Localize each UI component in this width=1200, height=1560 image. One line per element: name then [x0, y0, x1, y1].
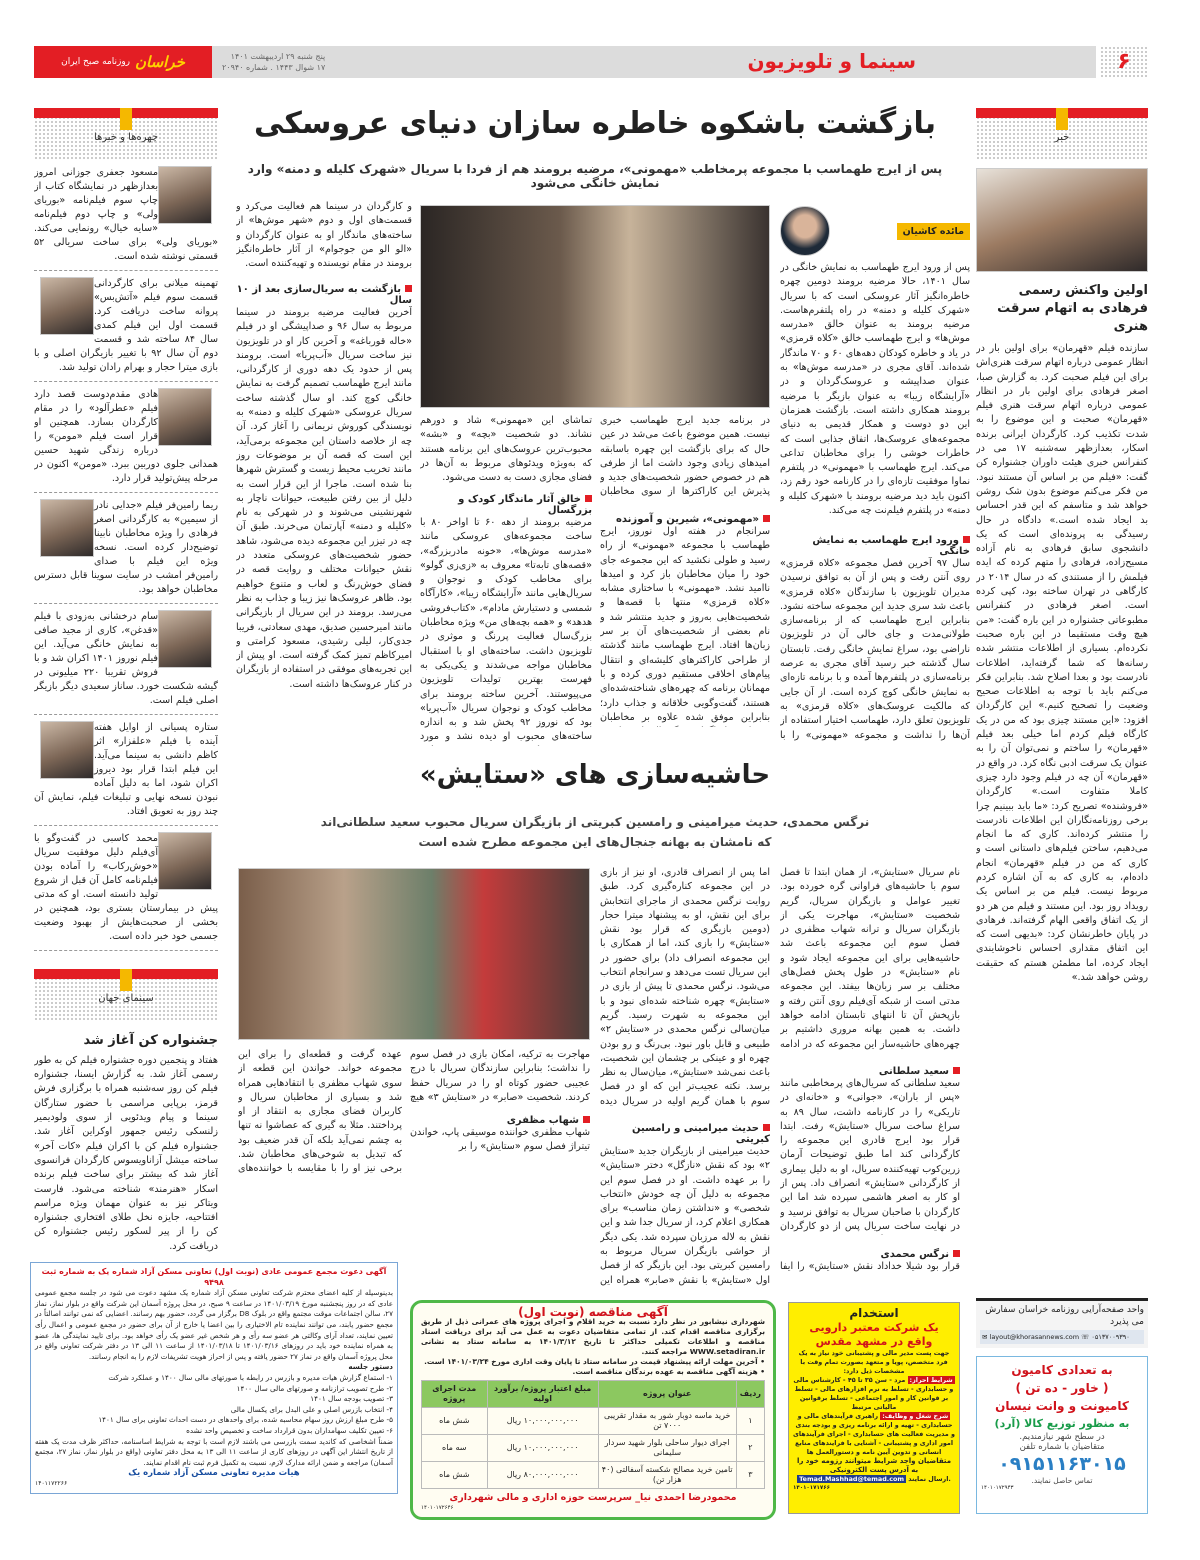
second-column-3: [410, 1048, 590, 1168]
section-box-faces: [34, 108, 218, 160]
article-text: تماشای این «مهمونی» شاد و دورهم نشاند. دو شخصیت «بچه» و «بشه» محبوب‌ترین عروسک‌های این برنامه هستند که به‌ویژه ویدئوهای مربوط به آن‌ها در فضای مجازی دست به دست می‌شود.: [420, 415, 592, 484]
article-text: حدیث میرامینی از بازیگران جدید «ستایش ۲» بود که نقش «نازگل» دختر «ستایش» را بر عهده داشت. او در فصل سوم این مجموعه به دلیل آن چه خودش «انتخاب شخصی» و «نداشتن زمان مناسب» برای همکاری اعلام کرد، از سریال جدا شد و این نقش به لاله مرزبان سپرده شد. یکی دیگر از حواشی بازیگران سریال مربوط به رامسین کبریتی بود. این بازیگر که از فصل اول «ستایش» با نقش «صابر» همراه این: [600, 1146, 770, 1286]
agenda-item: ۶- تعیین تکلیف سهامداران بدون قرارداد ساخت و تخصیص واحد نشده: [186, 1425, 393, 1435]
date-line: پنج شنبه ۲۹ اردیبهشت ۱۴۰۱: [230, 52, 326, 61]
table-header: ردیف: [736, 1381, 764, 1408]
left-sidebar: [34, 108, 218, 1254]
agenda-item: ۴- انتخاب بازرس اصلی و علی البدل برای یکسال مالی: [230, 1404, 393, 1414]
issue-date: [222, 51, 325, 73]
article-text: و کارگردان در سینما هم فعالیت می‌کرد و قسمت‌های اول و دوم «شهر موش‌ها» از ساخته‌های ماندگار او به عنوان کارگردان و «الو الو من جوجوام» از آثار خاطره‌انگیز برومند در مقام نویسنده و تهیه‌کننده است.: [236, 201, 412, 270]
table-row: [422, 1462, 765, 1489]
page-number: ۶: [1117, 49, 1131, 74]
second-headline: حاشیه‌سازی های «ستایش»: [419, 760, 771, 790]
subheading: شهاب مظفری: [410, 1115, 590, 1126]
subheading: نرگس محمدی: [780, 1249, 960, 1260]
sidebar-news-item: [34, 604, 218, 715]
ad-closing: ارسال نمایند.: [908, 1475, 951, 1483]
table-cell: تامین خرید مصالح شکسته آسفالتی (۴۰ هزار تن): [598, 1462, 736, 1489]
bullet: آخرین مهلت ارائه پیشنهاد قیمت در سامانه ستاد تا پایان وقت اداری مورخ ۱۴۰۱/۰۳/۲۴ است.: [424, 1357, 758, 1366]
agenda-item: ۳- تصویب بودجه سال ۱۴۰۱: [310, 1394, 393, 1404]
table-cell: سه ماه: [422, 1435, 488, 1462]
tender-bullets: • آخرین مهلت ارائه پیشنهاد قیمت در سامانه ستاد تا پایان وقت اداری مورخ ۱۴۰۱/۰۳/۲۴ است. • هزینه آگهی مناقصه به عهده برندگان مناقصه است.: [424, 1357, 765, 1376]
page-number-box: [1100, 46, 1148, 78]
lead-line: نرگس محمدی، حدیث میرامینی و رامسین کبریتی از بازیگران سریال محبوب سعید سلطانی‌اند: [320, 815, 870, 829]
ad-line: ( خاور - ده تن ): [1015, 1381, 1109, 1395]
ad-body: شهرداری نیشابور در نظر دارد نسبت به خرید اقلام و اجرای پروژه های عمرانی ذیل از طریق برگزاری مناقصه اقدام کند. از تمامی متقاضیان دعوت به عمل می آید برای دریافت اسناد مناقصه و اطلاعات تکمیلی حداکثر تا تاریخ ۱۴۰۱/۳/۱۲ به سامانه ستاد به نشانی WWW.setadiran.ir مراجعه کنند.: [421, 1317, 765, 1356]
ad-code: ۱۴۰۱۰۱۷۲۹۴۳: [981, 1485, 1014, 1491]
ad-closing: متقاضیان واجد شرایط میتوانند رزومه خود را به آدرس پست الکترونیکی: [796, 1457, 952, 1474]
article-text: سال ۹۷ آخرین فصل مجموعه «کلاه قرمزی» روی آنتن رفت و پس از آن به توافق نرسیدن مدیران تلویزیون با سازندگان «کلاه قرمزی» باعث شد سری جدید این مجموعه ساخته نشود. بنابراین ایرج طهماسب که از برنامه‌سازی طولانی‌مدت و جای خالی آن در تلویزیون ناراضی بود، سراغ نمایش خانگی رفت. تابستان سال گذشته خبر رسید آقای مجری به عرصه برنامه‌سازی در پلتفرم‌ها آمده و با برنامه تازه‌ای به نمایش خانگی کوچ کرده است. از آن جایی که مالکیت عروسک‌های «کلاه قرمزی» به تلویزیون تعلق دارد، طهماسب اختیار استفاده از آن‌ها را نداشت و مجموعه «مهمونی» را با: [780, 558, 970, 741]
article-text: سرانجام در هفته اول نوروز، ایرج طهماسب با مجموعه «مهمونی» از راه رسید و طولی نکشید که این مجموعه جای خود را میان مخاطبان باز کرد و امیدها ناامید نشد. «مهمونی» با ساختاری مشابه «کلاه قرمزی» منتها با قصه‌ها و شخصیت‌هایی به‌روز و جدید منتشر شد و نام بعضی از شخصیت‌های آن بر سر زبان‌ها افتاد. ایرج طهماسب مانند گذشته از طراحی کاراکترهای کلیشه‌ای و انتقال پیام‌های اخلاقی مستقیم دوری کرده و با مهمانان برنامه که چهره‌های شناخته‌شده‌ای هستند، گفت‌وگویی خلاقانه و جذاب دارد؛ بنابراین موفق شده علاوه بر مخاطبان: [600, 526, 770, 723]
ad-signature: هیات مدیره تعاونی مسکن آزاد شماره یک: [128, 1468, 300, 1479]
article-text: آخرین فعالیت مرضیه برومند در سینما مربوط به سال ۹۶ و صداپیشگی او در فیلم «خاله قورباغه» و آخرین کار او در تلویزیون نیز ساخت سریال «آب‌پریا» است. برومند پس از حدود یک دهه دوری از کارگردانی، مانند ایرج طهماسب تصمیم گرفت به نمایش خانگی کوچ کند. او سال گذشته ساخت سریال عروسکی «شهرک کلیله و دمنه» به نویسندگی کوروش نریمانی را آغاز کرد. آن چه از خلاصه داستان این مجموعه برمی‌آید، این است که قصه آن بر موضوعات روز مانند تخریب محیط زیست و گسترش شهرها بنا شده است. ماجرا از این قرار است به دلیل از بین رفتن طبیعت، حیوانات ناچار به شهرنشینی می‌شوند و در شهرکی به نام «کلیله و دمنه» آپارتمان می‌خرند. طبق آن چه در تیزر این مجموعه دیده می‌شود، شاهد حضور شخصیت‌های عروسکی متعدد در نقش حیوانات مختلف و روایت قصه در فضای خوش‌رنگ و لعاب و متنوع خواهیم بود. ظاهر عروسک‌ها نیز زیبا و جذاب به نظر می‌رسد. برومند در این سریال از بازیگرانی مانند امیرحسین صدیق، مهدی سعادتی، فریبا جدی‌کار، لیلی رشیدی، مسعود کرامتی و امیرکاظم تمیز کمک گرفته است. او پیش از این تجربه‌های موفقی در استفاده از بازیگران در کنار عروسک‌ها داشته است.: [236, 307, 412, 690]
main-column-4: [236, 200, 412, 750]
sidebar-news-item: [34, 382, 218, 493]
agenda-item: ۱- استماع گزارش هیات مدیره و بازرس در رابطه با صورتهای مالی سال ۱۴۰۰ و عملکرد شرکت: [108, 1372, 393, 1382]
world-news-body: هفتاد و پنجمین دوره جشنواره فیلم کن به طور رسمی آغاز شد. به گزارش ایسنا، جشنواره فیلم کن روز سه‌شنبه همراه با برگزاری فرش قرمز، برپایی مراسمی با حضور ستارگان سینما و پیام ویدئویی از سوی ولودیمیر زلنسکی رئیس جمهور اوکراین آغاز شد. جشنواره فیلم کن با اکران فیلم «کات آخر» ساخته میشل آزاناویسوس کارگردان فرانسوی آغاز شد که بیشتر برای ساخت فیلم برنده اسکار «هنرمند» شناخته می‌شود. فارست ویتاکر نیز به عنوان مهمان ویژه مراسم افتتاحیه، جایزه نخل طلای افتخاری جشنواره کن را از پیر لسکور رئیس جشنواره کن دریافت کرد.: [34, 1054, 218, 1252]
subheading: ورود ایرج طهماسب به نمایش خانگی: [780, 535, 970, 557]
layout-ad: واحد صفحه‌آرایی روزنامه خراسان سفارش می پذیرد ✉ layout@khorasannews.com ☏ ۰۵۱۳۷۰۰۹۳۹۰: [976, 1298, 1148, 1348]
email-link[interactable]: layout@khorasannews.com: [989, 1333, 1080, 1341]
ad-line: در سطح شهر نیازمندیم.: [1019, 1432, 1105, 1442]
table-row: [422, 1435, 765, 1462]
world-news-title: جشنواره کن آغاز شد: [83, 1032, 218, 1048]
truck-ad: [976, 1356, 1148, 1514]
article-text: اما پس از انصراف قادری، او نیز از بازی در این مجموعه کناره‌گیری کرد. طبق روایت نرگس محمدی از ماجرای انتخابش برای این نقش، او به پیشنهاد میترا حجار (دومین بازیگری که قرار بود نقش «ستایش» را بازی کند، اما از همکاری با این مجموعه انصراف داد) برای حضور در این سریال تست می‌دهد و سرانجام انتخاب می‌شود. نرگس محمدی تا پیش از بازی در «ستایش» چهره شناخته شده‌ای نبود و با این مجموعه به شهرت رسید. گریم میان‌سالی نرگس محمدی در «ستایش ۲» طبیعی و قابل باور نبود. بی‌رنگ و رو بودن چهره او و عینکی بر چشمان این شخصیت، باعث نمی‌شد «ستایش»، میان‌سال به نظر برسد. نکته عجیب‌تر این که او در فصل سوم با همان گریم اولیه در سریال دیده: [600, 867, 770, 1107]
bullet: هزینه آگهی مناقصه به عهده برندگان مناقصه است.: [572, 1367, 758, 1376]
table-cell: خرید ماسه دوبار شور به مقدار تقریبی ۷۰۰۰ تن: [598, 1408, 736, 1435]
table-row: [422, 1408, 765, 1435]
second-photo: [238, 868, 590, 1040]
author-name: مائده کاشیان: [897, 223, 970, 240]
article-text: در برنامه جدید ایرج طهماسب خبری نیست. همین موضوع باعث می‌شد در عین حال که برای بازگشت این چهره باسابقه امیدهای زیادی وجود داشت اما از طرفی هم در خصوص حضور شخصیت‌های جدید و پذیرش این کاراکترها از سوی مخاطبان: [600, 415, 770, 498]
article-text: شهاب مظفری خواننده موسیقی پاپ، خواندن تیتراژ فصل سوم «ستایش» را بر: [410, 1127, 590, 1153]
subheading: حدیث میرامینی و رامسین کبریتی: [600, 1123, 770, 1145]
main-headline: بازگشت باشکوه خاطره سازان دنیای عروسکی: [254, 106, 936, 141]
sidebar-news-item: [34, 271, 218, 382]
person-photo: [40, 277, 94, 335]
news-title: اولین واکنش رسمی فرهادی به اتهام سرقت هنری: [997, 283, 1148, 334]
news-text: ستاره پسیانی از اوایل هفته آینده با فیلم «علفزار» اثر کاظم دانشی به سینما می‌آید. این فیلم ابتدا قرار بود دیروز اکران شود، اما به دلیل آماده نبودن نسخه نهایی و تبلیغات فیلم، نمایش آن چند روز به تعویق افتاد.: [34, 722, 218, 817]
news-text: محمد کاسبی در گفت‌وگو با آی‌فیلم دلیل موفقیت سریال «خوش‌رکاب» را آماده بودن فیلم‌نامه کامل آن قبل از شروع تولید دانسته است. او که مدتی پیش در بیمارستان بستری بود، همچنین در بخشی از صحبت‌هایش از بهبود وضعیت جسمی خود خبر داده است.: [34, 833, 218, 942]
news-text: تهمینه میلانی برای کارگردانی قسمت سوم فیلم «آتش‌بس» پروانه ساخت دریافت کرد. قسمت اول این فیلم کمدی سال ۸۴ ساخته شد و قسمت دوم آن سال ۹۲ با تغییر بازیگران اصلی و با بازی میترا حجار و بهرام رادان تولید شد.: [34, 278, 218, 373]
section-header-bar: [212, 46, 1096, 78]
ad-note: ضمناً اشخاصی که کاندید سمت بازرسی می باشند لازم است با توجه به شرایط اساسنامه، حداکثر ظرف مدت یک هفته از تاریخ انتشار این آگهی در روزهای کاری از ساعت ۱۱ الی ۱۳ به محل دفتر تعاونی (واقع در بلوار نماز، نماز ۲۷، مجتمع آسمان) مراجعه و ضمن ارائه مدارک لازم، نسبت به تکمیل فرم ثبت نام اقدام نمایند.: [35, 1436, 394, 1467]
sidebar-news-item: [34, 160, 218, 271]
duties: راهبری فرآیندهای مالی و حسابداری - تهیه و ارائه برنامه ریزی و بودجه بندی و مدیریت فعالیت های حسابداری - اجرای فرآیندهای امور اداری و پشتیبانی - آشنایی با فرایندهای منابع انسانی و تدوین آیین نامه و دستورالعمل ها: [793, 1412, 955, 1456]
table-cell: ۱۰,۰۰۰,۰۰۰,۰۰۰ ریال: [487, 1408, 598, 1435]
table-cell: ۱۰,۰۰۰,۰۰۰,۰۰۰ ریال: [487, 1435, 598, 1462]
person-photo: [158, 832, 212, 890]
ad-line: کامیونت و وانت نیسان: [995, 1399, 1129, 1413]
ad-line: به تعدادی کامیون: [1011, 1363, 1113, 1377]
news-text: ریما رامین‌فر فیلم «جدایی نادر از سیمین» به کارگردانی اصغر فرهادی را ویژه مخاطبان نابینا توضیح‌دار کرده است. نسخه ویژه این فیلم با صدای رامین‌فر امشب در سایت سوینا قابل دسترس مخاطبان خواهد بود.: [34, 500, 218, 595]
logo-tagline: روزنامه صبح ایران: [61, 57, 131, 67]
ad-code: ۱۴۰۱۰۱۷۱۷۶۶: [793, 1485, 830, 1491]
person-photo: [40, 499, 94, 557]
phone-number: ۰۵۱۳۷۰۰۹۳۹۰: [1091, 1333, 1130, 1341]
requirements-label: شرایط احراز:: [909, 1376, 953, 1384]
news-text: هادی مقدم‌دوست قصد دارد فیلم «عطرآلود» را در مقام کارگردان بسازد. همچنین او قرار است فیلم «مومن» را درباره زندگی شهید حسین همدانی جلوی دوربین ببرد. «مومن» اکنون در مرحله پیش‌تولید قرار دارد.: [34, 389, 218, 484]
ad-line: تماس حاصل نمایند.: [1031, 1476, 1093, 1485]
article-text: قرار بود شیلا خداداد نقش «ستایش» را ایفا: [780, 1261, 960, 1272]
right-sidebar: [976, 108, 1148, 1182]
ad-code: ۱۴۰۱۱۷۲۲۶۶: [35, 1479, 68, 1487]
farhadi-photo: [976, 168, 1148, 272]
ad-subtitle: یک شرکت معتبر دارویی: [809, 1321, 939, 1334]
article-text: پس از ورود ایرج طهماسب به نمایش خانگی در سال ۱۴۰۱، حالا مرضیه برومند دومین چهره خاطره‌انگیز آثار عروسکی است که با سریال «شهرک کلیله و دمنه» در راه پلتفرم‌هاست. مرضیه برومند به عنوان خالق «مدرسه موش‌ها» و ایرج طهماسب خالق «کلاه قرمزی» در یاد و خاطره کودکان دهه‌های ۶۰ و ۷۰ ماندگار شده‌اند. آقای مجری در «مدرسه موش‌ها» به عنوان صداپیشه و عروسک‌گردان و در «آرایشگاه زیبا» به عنوان بازیگر با مرضیه برومند همکاری داشته است. بازگشت همزمان این دو دوست و همکار قدیمی به دنیای مجموعه‌های عروسک‌ها، اتفاق جذابی است که خاطرات خوشی را برای مخاطبان تداعی می‌کند. ایرج طهماسب با «مهمونی» در پلتفرم نماوا موفقیت تازه‌ای را در کارنامه خود رقم زد، اکنون باید دید مرضیه برومند با «شهرک کلیله و دمنه» در پلتفرم فیلم‌نت چه می‌کند.: [780, 262, 970, 517]
person-photo: [40, 721, 94, 779]
section-box-news: [976, 108, 1148, 160]
table-header: مدت اجرای پروژه: [422, 1381, 488, 1408]
world-cinema-block: [34, 955, 218, 1254]
lead-line: که نامشان به بهانه جنجال‌های این مجموعه مطرح شده است: [418, 835, 772, 849]
main-lead: پس از ایرج طهماسب با مجموعه پرمخاطب «مهمونی»، مرضیه برومند هم از فردا با سریال «شهرک کلیله و دمنه» وارد نمایش خانگی می‌شود: [247, 162, 943, 190]
agenda-title: دستور جلسه: [348, 1362, 393, 1372]
job-ad: [788, 1302, 960, 1514]
tender-table: [421, 1380, 765, 1489]
ad-subtitle: واقع در مشهد مقدس: [815, 1335, 933, 1348]
main-photo: [420, 205, 770, 408]
table-cell: اجرای دیوار ساحلی بلوار شهید سردار سلیمانی: [598, 1435, 736, 1462]
email-link[interactable]: Temad.Mashhad@temad.com: [799, 1475, 905, 1483]
second-column-2: [600, 866, 770, 1288]
news-text: مسعود جعفری جوزانی امروز بعدازظهر در نمایشگاه کتاب از چاپ سوم فیلم‌نامه «بوریای ولی» و چاپ دوم فیلم‌نامه «سایه خیال» رونمایی می‌کند. «بوریای ولی» برای ساخت سریالی ۵۲ قسمتی نوشته شده است.: [34, 167, 218, 262]
person-photo: [158, 388, 212, 446]
article-text: مرضیه برومند از دهه ۶۰ تا اواخر ۸۰ با ساخت مجموعه‌های عروسکی مانند «مدرسه موش‌ها»، «خونه مادربزرگه»، «قصه‌های تابه‌تا» معروف به «زی‌زی گولو» برای مخاطب کودک و نوجوان و سریال‌هایی مانند «آرایشگاه زیبا»، «کارآگاه شمسی و دستیارش مادام»، «کتاب‌فروشی هدهد» و «همه بچه‌های من» ویژه مخاطبان بزرگ‌سال فعالیت پررنگ و موثری در تلویزیون داشت. ساخته‌های او با استقبال مخاطبان مواجه می‌شدند و یکی‌یکی به فهرست بهترین تولیدات تلویزیون می‌پیوستند. آخرین ساخته برومند برای مخاطب کودک و نوجوان سریال «آب‌پریا» بود که نوروز ۹۲ پخش شد و به اندازه ساخته‌های محبوب او دیده نشد و مورد: [420, 517, 592, 743]
ad-text: واحد صفحه‌آرایی روزنامه خراسان سفارش می پذیرد: [985, 1305, 1144, 1327]
table-cell: ۱: [736, 1408, 764, 1435]
sidebar-news-item: [34, 826, 218, 951]
issue-number: ۱۷ شوال ۱۴۴۳ . شماره ۲۰۹۴۰: [222, 63, 326, 72]
second-column-4: [238, 1048, 402, 1178]
agenda-item: ۵- طرح مبلغ ارزش روز سهام محاسبه شده، برای واحدهای در دست احداث تعاونی برای سال ۱۴۰۱: [98, 1415, 393, 1425]
subheading: سعید سلطانی: [780, 1066, 960, 1077]
news-text: سام درخشانی به‌زودی با فیلم «قدغن»، کاری از مجید صافی به نمایش خانگی می‌آید. این فیلم نوروز ۱۴۰۱ اکران شد و با فروش تقریبا ۲۲۰ میلیونی در گیشه شکست خورد. ساناز سعیدی دیگر بازیگر اصلی فیلم است.: [34, 611, 218, 706]
second-column-1: [780, 866, 960, 1275]
sidebar-news-item: [34, 715, 218, 826]
table-cell: ۸۰,۰۰۰,۰۰۰,۰۰۰ ریال: [487, 1462, 598, 1489]
ad-title: استخدام: [849, 1306, 899, 1320]
section-label: خبر: [1054, 132, 1070, 143]
table-cell: ۳: [736, 1462, 764, 1489]
newspaper-logo[interactable]: [34, 46, 212, 78]
ad-code: ۱۴۰۱۰۱۷۲۶۴۶: [421, 1505, 454, 1511]
ad-line: متقاضیان با شماره تلفن: [1019, 1442, 1105, 1452]
tender-ad: [410, 1300, 776, 1520]
duties-label: شرح شغل و وظایف:: [882, 1412, 949, 1420]
subheading: بازگشت به سریال‌سازی بعد از ۱۰ سال: [236, 284, 412, 306]
sidebar-news-item: [34, 493, 218, 604]
second-lead: [230, 812, 960, 852]
main-column-3: [420, 414, 592, 746]
table-cell: ۲: [736, 1435, 764, 1462]
table-header: عنوان پروژه: [598, 1381, 736, 1408]
section-label: سینمای جهان: [98, 992, 154, 1004]
ad-body: بدینوسیله از کلیه اعضای محترم شرکت تعاونی مسکن آزاد شماره یک مشهد دعوت می شود در جلسه مجمع عمومی عادی که در روز پنجشنبه مورخ ۱۴۰۱/۰۳/۱۹ در ساعت ۹ صبح، در محل پروژه آسمان این شرکت واقع در بلوار نماز، نماز ۲۷، سالن اجتماعات موقت مجتمع واقع در بلوک D8 برگزار می گردد، حضور بهم رسانند. اعضایی که نمی توانند اصالتاً در مجمع حضور یابند، می توانند نماینده تام الاختیاری را بین اعضا یا خارج از آن برای حضور در مجمع عمومی و اعمال رأی تعیین نمایند، تعداد آرای وکالتی هر عضو سه رأی و هر شخص غیر عضو یک رأی خواهد بود. برای تایید نمایندگی ها، عضو به همراه نماینده خود باید در روزهای ۱۴۰۱/۰۳/۱۶ تا ۱۴۰۱/۰۳/۱۸ از ساعت ۱۱ الی ۱۳ در دفتر شرکت تعاونی واقع در محل پروژه آسمان واقع در نماز ۲۷ حضور یافته و پس از احراز هویت تشریفات لازم را به انجام رسانند.: [35, 1288, 394, 1361]
table-cell: شش ماه: [422, 1462, 488, 1489]
section-label: چهره‌ها و خبرها: [93, 132, 159, 143]
phone-number: ۰۹۱۵۱۱۶۳۰۱۵: [998, 1453, 1126, 1475]
section-title: سینما و تلویزیون: [747, 49, 916, 73]
section-box-world-cinema: [34, 969, 218, 1021]
article-text: نام سریال «ستایش»، از همان ابتدا تا فصل سوم با حاشیه‌های فراوانی گره خورده بود. تغییر عوامل و بازیگران سریال، گریم شخصیت «ستایش»، مهاجرت یکی از بازیگران سریال و ترانه شهاب مظفری در فصل سوم این مجموعه باعث شد حاشیه‌هایی برای این مجموعه ایجاد شود و نام «ستایش» در طول پخش فصل‌های مختلف بر سر زبان‌ها بیفتد. این مجموعه مدتی است از شبکه آی‌فیلم روی آنتن رفته و بازپخش آن تا انتهای تابستان ادامه خواهد داشت. به همین بهانه مروری داشتیم بر چهره‌های حاشیه‌ساز این مجموعه که در ادامه: [780, 867, 960, 1050]
main-column-1: [780, 205, 970, 742]
main-column-2: [600, 414, 770, 727]
subheading: خالق آثار ماندگار کودک و بزرگسال: [420, 494, 592, 516]
coop-ad: [30, 1262, 398, 1494]
news-body: سازنده فیلم «قهرمان» برای اولین بار در انظار عمومی درباره اتهام سرقت هنری‌اش برای این فیلم صحبت کرد. به گزارش صبا، اصغر فرهادی برای اولین بار در انظار عمومی درباره اتهام سرقت هنری فیلم «قهرمان» صحبت و این موضوع را به شدت تکذیب کرد. کارگردان ایرانی برنده اسکار، بعدازظهر سه‌شنبه ۱۷ می در کنفرانس خبری هیئت داوران جشنواره کن گفت: «فیلم من بر اساس آن مستند نبود. من فکر می‌کنم موضوع بدون شک روشن خواهد شد و متاسفم که این قدر احساس بد ایجاد شده است.» دادگاه در حال رسیدگی به پرونده‌ای است که یک دانشجوی سابق فرهادی به نام آزاده مسیح‌زاده، فرهادی را متهم کرده که ایده فیلمش را از مستندی که در سال ۲۰۱۴ در کارگاهی در تهران ساخته بود، کپی کرده است. اصغر فرهادی در کنفرانس مطبوعاتی جشنواره در این باره گفت: «من هیچ وقت مستقیما در این باره صحبت نکرده‌ام. بسیاری از اطلاعات منتشر شده رسانه‌ها که شما گرفته‌اید، اطلاعات نادرست بود و بعدا اصلاح شد. بنابراین فکر می‌کنم باید با توجه به اطلاعات صحیح وضعیت را تصحیح کنیم.» این کارگردان افزود: «این مستند چیزی بود که من در یک کارگاه فیلم کردم اما خیلی بعد فیلم «قهرمان» را ساختم و نمی‌توان آن را به عنوان یک سرقت ادبی نگاه کرد. در واقع در «قهرمان» آن چه در فیلم وجود دارد چیزی کاملا متفاوت است.» کارگردان «فروشنده» تصریح کرد: «ما باید ببینیم چرا برخی روزنامه‌نگاران این اطلاعات نادرست را منتشر کرده‌اند. کاری که ما انجام می‌دهیم، ساختن فیلم‌های داستانی است و کاری که من در فیلم «قهرمان» انجام داده‌ام، به کاری که به آن اشاره کردم مربوط نیست. فیلم من بر اساس یک رویداد روز بود. این مستند و فیلم من هر دو از یک اتفاق واقعی الهام گرفته‌اند. فرهادی در پایان خاطرنشان کرد: «بدیهی است که این اتفاق مقداری احساس ناخوشایندی ایجاد کرده، اما مطمئن هستم که حقیقت روشن خواهد شد.»: [976, 343, 1148, 984]
person-photo: [158, 610, 212, 668]
table-cell: شش ماه: [422, 1408, 488, 1435]
author-avatar: [780, 206, 830, 256]
requirements: مرد - سن ۳۵ تا ۴۵ - کارشناس مالی و حسابداری - تسلط به نرم افزارهای مالی - تسلط بر قوانین کار و امور اجتماعی - تسلط برقوانین مالیاتی مرتبط: [793, 1376, 954, 1411]
agenda-item: ۲- طرح تصویب ترازنامه و صورتهای مالی سال ۱۴۰۰: [236, 1383, 393, 1393]
article-text: عهده گرفت و قطعه‌ای را برای این مجموعه خواند. خواندن این قطعه از سوی شهاب مظفری با انتقادهایی همراه شد و بسیاری از مخاطبان سریال و کاربران فضای مجازی به انتقاد از او پرداختند. مثلا به گیری که عصاشوا نه تنها به چشم نمی‌آید بلکه آن قدر ضعیف بود که تبدیل به شوخی‌های مخاطبان شد. برخی نیز او را با مقایسه با خواننده‌های: [238, 1049, 402, 1175]
table-header: مبلغ اعتبار پروژه/ برآورد اولیه: [487, 1381, 598, 1408]
ad-title: آگهی دعوت مجمع عمومی عادی (نوبت اول) تعاونی مسکن آزاد شماره یک به شماره ثبت ۹۴۹۸: [41, 1267, 387, 1287]
person-photo: [158, 166, 212, 224]
logo-text: خراسان: [135, 53, 185, 71]
subheading: «مهمونی»، شیرین و آموزنده: [600, 514, 770, 525]
ad-title: آگهی مناقصه (نوبت اول): [518, 1305, 668, 1319]
article-text: مهاجرت به ترکیه، امکان بازی در فصل سوم را نداشت؛ بنابراین سازندگان سریال با درج عجیبی حضور کوتاه او را در سریال حفظ کردند. شخصیت «صابر» در «ستایش ۳» هیچ: [410, 1049, 590, 1103]
article-text: سعید سلطانی که سریال‌های پرمخاطبی مانند «پس از باران»، «جوانی» و «خانه‌ای در تاریکی» را در کارنامه داشت، سال ۸۹ به سراغ ساخت سریال «ستایش» رفت. ابتدا قرار بود ایرج قادری این مجموعه را کارگردانی کند اما طبق توضیحات آرمان زرین‌کوب تهیه‌کننده سریال، او به دلیل بیماری از کارگردانی «ستایش» انصراف داد. پس از او کار به اصغر هاشمی سپرده شد اما این کارگردان با صاحبان سریال به توافق نرسید و در نهایت ساخت سریال پس از دو کارگردان: [780, 1078, 960, 1232]
ad-line: به منظور توزیع کالا (آرد): [994, 1417, 1130, 1430]
ad-signature: محمودرضا احمدی نیا_ سرپرست حوزه اداری و مالی شهرداری: [449, 1492, 737, 1503]
ad-intro: جهت پست مدیر مالی و پشتیبانی خود نیاز به یک فرد متخصص، پویا و متعهد بصورت تمام وقت با مشخصات ذیل دارد:: [798, 1349, 950, 1375]
